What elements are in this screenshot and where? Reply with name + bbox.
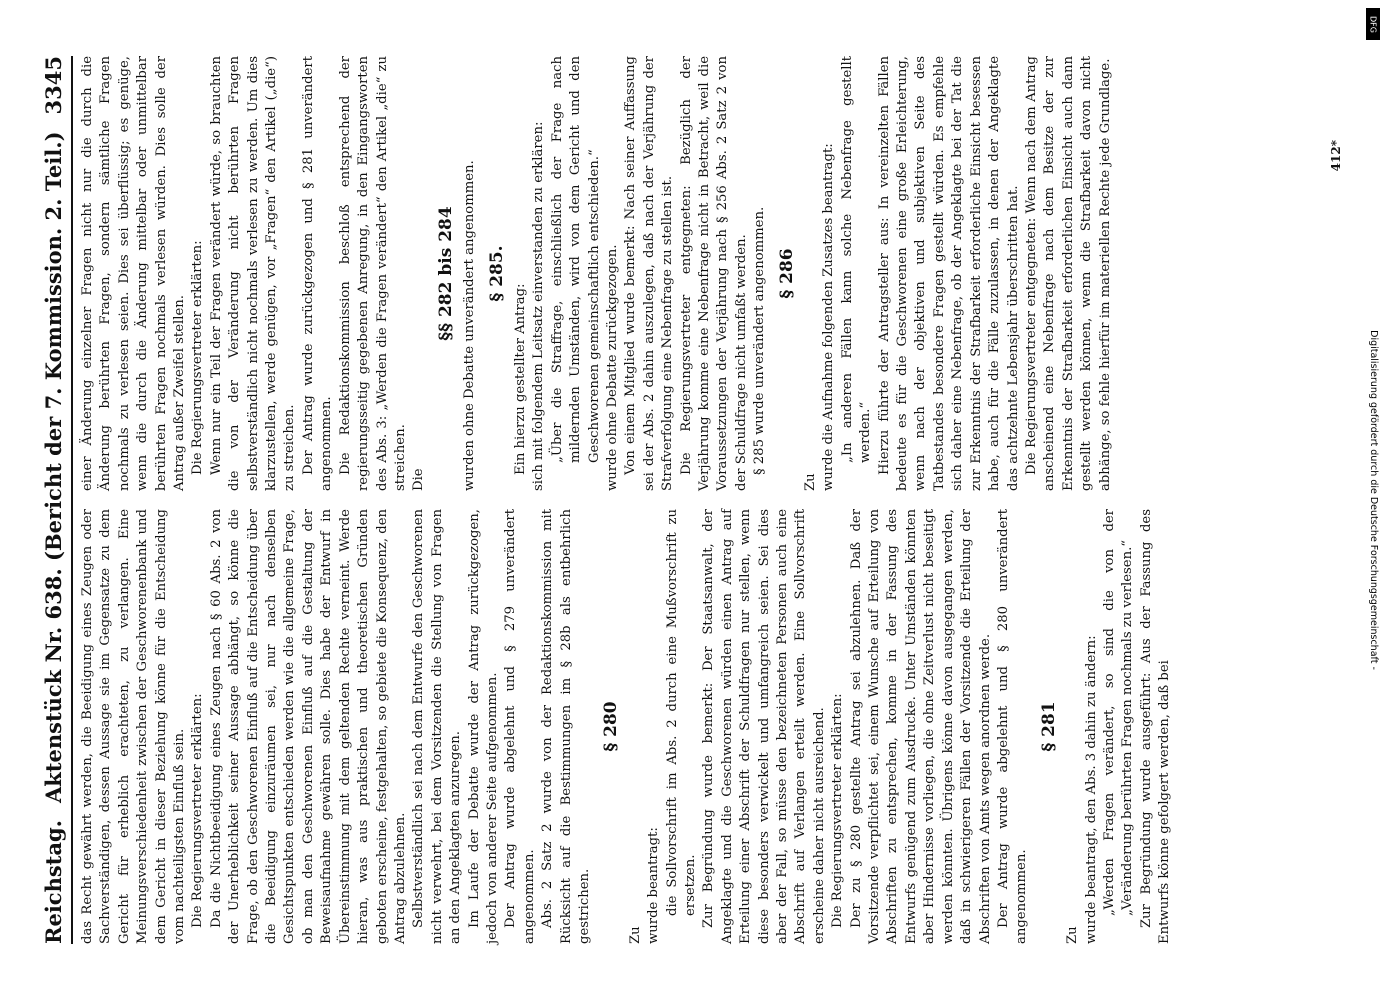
paragraph: Der Antrag wurde abgelehnt und § 280 unverändert angenommen. xyxy=(995,509,1029,944)
footer-number: 412* xyxy=(1328,140,1343,172)
paragraph: Abs. 2 Satz 2 wurde von der Redaktionskommission mit Rücksicht auf die Bestimmungen im § 28b als entbehrlich gestrichen. xyxy=(539,509,592,944)
paragraph: das Recht gewährt werden, die Beeidigung eines Zeugen oder Sachverständigen, dessen Aussage sie im Gegensatze zu dem Gericht für erheblich erachteten, zu verlangen. Eine Meinungsverschiedenheit zwischen der Geschworenenbank und dem Gericht in dieser Beziehung könne für die Entscheidung vom nachteiligsten Einfluß sein. xyxy=(79,509,187,944)
paragraph: Zur Begründung wurde bemerkt: Der Staatsanwalt, der Angeklagte und die Geschworenen würden einen Antrag auf Erteilung einer Abschrift der Schuldfragen nur stellen, wenn diese besonders verwickelt und umfangreich seien. Sei dies aber der Fall, so müsse den bezeichneten Personen auch eine Abschrift auf Verlangen erteilt werden. Eine Sollvorschrift erscheine daher nicht ausreichend. xyxy=(700,509,827,944)
paragraph: § 285 wurde unverändert angenommen. xyxy=(751,206,767,475)
paragraph: Zu xyxy=(627,926,643,944)
dfg-logo: DFG xyxy=(1366,8,1380,40)
paragraph: Selbstverständlich sei nach dem Entwurfe den Geschworenen nicht verwehrt, bei dem Vorsitzenden die Stellung von Fragen an den Angeklagten anzuregen. xyxy=(410,509,463,944)
page-header xyxy=(41,56,73,944)
paragraph: einer Änderung einzelner Fragen nicht nur die durch die Änderung berührten Fragen, sondern sämtliche Fragen nochmals zu verlesen seien. Dies sei überflüssig; es genüge, wenn die durch die Änderung mittelbar oder unmittelbar berührten Fragen nochmals verlesen würden. Dies solle der Antrag außer Zweifel stellen. xyxy=(79,56,187,491)
section-heading: § 280 xyxy=(600,701,621,752)
digitization-note: Digitalisierung gefördert durch die Deutsche Forschungsgemeinschaft - xyxy=(1368,330,1379,670)
paragraph: Der Antrag wurde abgelehnt und § 279 unverändert angenommen. xyxy=(502,509,537,944)
paragraph: Im Laufe der Debatte wurde der Antrag zurückgezogen, jedoch von anderer Seite aufgenommen. xyxy=(466,509,500,944)
paragraph: Die Regierungsvertreter entgegneten: Bezüglich der Verjährung komme eine Nebenfrage nicht in Betracht, weil die Voraussetzungen der Verjährung nach § 256 Abs. 2 Satz 2 von der Schuldfrage nicht umfaßt werden. xyxy=(678,56,749,491)
paragraph: Zu xyxy=(802,473,818,491)
paragraph: Wenn nur ein Teil der Fragen verändert würde, so brauchten die von der Veränderung nicht berührten Fragen selbstverständlich nicht nochmals verlesen zu werden. Um dies klarzustellen, werde genügen, vor „Fragen“ den Artikel („die“) zu streichen. xyxy=(208,56,297,491)
page-number: 3345 xyxy=(40,56,66,115)
section-heading: § 281 xyxy=(1038,701,1059,752)
section-heading: §§ 282 bis 284 xyxy=(435,206,456,341)
paragraph: Die Redaktionskommission beschloß entsprechend der regierungsseitig gegebenen Anregung, in den Eingangsworten des Abs. 3: „Werden die Fragen verändert“ den Artikel „die“ zu streichen. xyxy=(337,56,408,491)
paragraph: die Sollvorschrift im Abs. 2 durch eine Mußvorschrift zu ersetzen. xyxy=(664,509,698,916)
paragraph: sich mit folgendem Leitsatz einverstanden zu erklären: xyxy=(530,121,546,491)
paragraph: Die Regierungsvertreter entgegneten: Wenn nach dem Antrag anscheinend eine Nebenfrage nach dem Besitze der zur Erkenntnis der Strafbarkeit erforderlichen Einsicht auch dann gestellt werden können, wenn die Strafbarkeit davon nicht abhänge, so fehle hierfür im materiellen Rechte jede Grundlage. xyxy=(1023,56,1113,491)
paragraph: wurden ohne Debatte unverändert angenommen. xyxy=(461,160,477,491)
paragraph: Die Regierungsvertreter erklärten: xyxy=(189,240,205,475)
paragraph: Da die Nichtbeeidigung eines Zeugen nach § 60 Abs. 2 von der Unerheblichkeit seiner Aussage abhängt, so könne die Frage, ob den Geschworenen Einfluß auf die Entscheidung über die Beeidigung einzuräumen sei, nur nach denselben Gesichtspunkten entschieden werden wie die allgemeine Frage, ob man den Geschworenen Einfluß auf die Gestaltung der Beweisaufnahme gewähren solle. Dies habe der Entwurf in Übereinstimmung mit dem geltenden Rechte verneint. Werde hieran, was aus praktischen und theoretischen Gründen geboten erscheine, festgehalten, so gebiete die Konsequenz, den Antrag abzulehnen. xyxy=(208,509,408,944)
paragraph: Die Regierungsvertreter erklärten: xyxy=(189,693,205,928)
paragraph: Die Regierungsvertreter erklärten: xyxy=(829,693,845,928)
header-left: Reichstag. xyxy=(40,820,66,944)
paragraph: Zur Begründung wurde ausgeführt: Aus der Fassung des Entwurfs könne gefolgert werden, daß bei xyxy=(1138,509,1172,944)
paragraph: Hierzu führte der Antragsteller aus: In vereinzelten Fällen bedeute es für die Geschworenen eine große Erleichterung, wenn nach der objektiven und subjektiven Seite des Tatbestandes besondere Fragen gestellt würden. Es empfehle sich daher eine Nebenfrage, ob der Angeklagte bei der Tat die zur Erkenntnis der Strafbarkeit erforderliche Einsicht besessen habe, auch für die Fälle zuzulassen, in denen der Angeklagte das achtzehnte Lebensjahr überschritten hat. xyxy=(876,56,1020,491)
paragraph: Ein hierzu gestellter Antrag: xyxy=(512,283,528,475)
paragraph: „Werden Fragen verändert, so sind die von der „Veränderung berührten Fragen nochmals zu verlesen.“ xyxy=(1101,509,1135,916)
paragraph: Von einem Mitglied wurde bemerkt: Nach seiner Auffassung sei der Abs. 2 dahin auszulegen, daß nach der Verjährung der Strafverfolgung eine Nebenfrage zu stellen ist. xyxy=(622,56,675,491)
paragraph: wurde beantragt: xyxy=(645,827,661,944)
text-columns xyxy=(79,56,1175,944)
paragraph: Zu xyxy=(1064,926,1080,944)
left-column xyxy=(79,509,1175,944)
right-column xyxy=(79,56,1175,491)
paragraph: Der zu § 280 gestellte Antrag sei abzulehnen. Daß der Vorsitzende verpflichtet sei, einem Wunsche auf Erteilung von Abschriften zu entsprechen, komme in der Fassung des Entwurfs genügend zum Ausdrucke. Unter Umständen könnten aber Hindernisse vorliegen, die ohne Zeitverlust nicht beseitigt werden könnten. Übrigens könne davon ausgegangen werden, daß in schwierigeren Fällen der Vorsitzende die Erteilung der Abschriften von Amts wegen anordnen werde. xyxy=(848,509,992,944)
header-title: Aktenstück Nr. 638. (Bericht der 7. Kommission. 2. Teil.) xyxy=(40,131,66,804)
paragraph: Der Antrag wurde zurückgezogen und § 281 unverändert angenommen. xyxy=(300,56,334,491)
paragraph: wurde ohne Debatte zurückgezogen. xyxy=(604,244,620,491)
paragraph: wurde die Aufnahme folgenden Zusatzes beantragt: xyxy=(820,143,836,491)
rotated-document-page xyxy=(27,20,1357,980)
paragraph: „Über die Straffrage, einschließlich der Frage nach mildernden Umständen, wird von dem Gericht und den Geschworenen gemeinschaftlich entschieden.“ xyxy=(549,56,602,463)
section-heading: § 286 xyxy=(776,248,797,299)
paragraph: wurde beantragt, den Abs. 3 dahin zu ändern: xyxy=(1083,635,1099,944)
paragraph: Die xyxy=(410,468,426,491)
section-heading: § 285. xyxy=(486,245,507,302)
paragraph: „In anderen Fällen kann solche Nebenfrage gestellt werden.“ xyxy=(839,56,873,463)
